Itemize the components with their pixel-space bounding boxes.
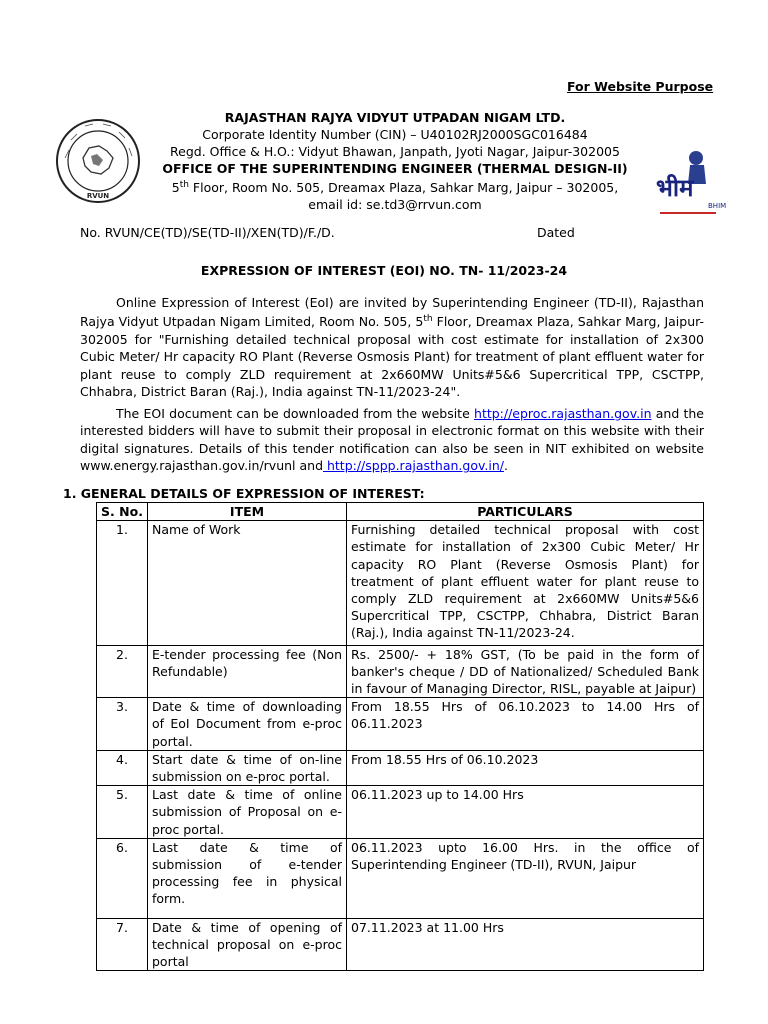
row-particulars: From 18.55 Hrs of 06.10.2023 to 14.00 Hrs of 06.11.2023 [347, 698, 704, 751]
row-sno: 5. [97, 786, 148, 839]
row-sno: 6. [97, 838, 148, 918]
seal-text: RVUN [86, 192, 110, 200]
table-row [97, 521, 704, 645]
table-row [97, 698, 704, 751]
reference-number: No. RVUN/CE(TD)/SE(TD-II)/XEN(TD)/F./D. [80, 225, 335, 240]
header-particulars: PARTICULARS [347, 503, 704, 521]
row-particulars: 06.11.2023 upto 16.00 Hrs. in the office of Superintending Engineer (TD-II), RVUN, Jaipur [347, 838, 704, 918]
row-sno: 3. [97, 698, 148, 751]
row-sno: 2. [97, 645, 148, 698]
reference-line [80, 225, 705, 240]
general-details-table [96, 502, 704, 971]
bhim-hindi-text: भीम [656, 174, 694, 202]
row-particulars: 06.11.2023 up to 14.00 Hrs [347, 786, 704, 839]
row-particulars: From 18.55 Hrs of 06.10.2023 [347, 750, 704, 785]
floor-line: 5th Floor, Room No. 505, Dreamax Plaza, Sahkar Marg, Jaipur – 302005, [171, 180, 619, 196]
table-row [97, 918, 704, 971]
header-sno: S. No. [97, 503, 148, 521]
eproc-link[interactable]: http://eproc.rajasthan.gov.in [474, 406, 652, 421]
row-sno: 1. [97, 521, 148, 645]
eoi-title: EXPRESSION OF INTEREST (EOI) NO. TN- 11/2023-24 [200, 263, 568, 278]
table-row [97, 838, 704, 918]
office-line: OFFICE OF THE SUPERINTENDING ENGINEER (THERMAL DESIGN-II) [162, 161, 628, 176]
table-row [97, 786, 704, 839]
row-item: Name of Work [148, 521, 347, 645]
rvun-seal-logo [55, 118, 141, 204]
letterhead [150, 109, 640, 213]
eoi-paragraph-1: Online Expression of Interest (EoI) are invited by Superintending Engineer (TD-II), Rajasthan Rajya Vidyut Utpadan Nigam Limited, Room No. 505, 5th Floor, Dreamax Plaza, Sahkar Marg, Jaipur-302005 for "Furnishing detailed technical proposal with cost estimate for installation of 2x300 Cubic Meter/ Hr capacity RO Plant (Reverse Osmosis Plant) for treatment of plant effluent water for plant reuse to comply ZLD requirement at 2x660MW Units#5&6 Supercritical TPP, CSCTPP, Chhabra, District Baran (Raj.), India against TN-11/2023-24". [80, 295, 704, 400]
table-header-row [97, 503, 704, 521]
website-purpose-note: For Website Purpose [567, 79, 714, 94]
eoi-paragraph-2: The EOI document can be downloaded from the website http://eproc.rajasthan.gov.in and the interested bidders will have to submit their proposal in electronic format on this website with their digital signatures. Details of this tender notification can also be seen in NIT exhibited on website www.energy.rajasthan.gov.in/rvunl and http://sppp.rajasthan.gov.in/. [80, 406, 704, 474]
row-item: Date & time of opening of technical proposal on e-proc portal [148, 918, 347, 971]
row-particulars: Rs. 2500/- + 18% GST, (To be paid in the form of banker's cheque / DD of Nationalized/ Scheduled Bank in favour of Managing Director, RISL, payable at Jaipur) [347, 645, 704, 698]
email-line: email id: se.td3@rrvun.com [308, 197, 482, 213]
row-particulars: 07.11.2023 at 11.00 Hrs [347, 918, 704, 971]
bhim-sub-text: BHIM [708, 202, 727, 210]
cin-line: Corporate Identity Number (CIN) – U40102RJ2000SGC016484 [202, 127, 588, 142]
table-row [97, 645, 704, 698]
row-item: Start date & time of on-line submission on e-proc portal. [148, 750, 347, 785]
org-name: RAJASTHAN RAJYA VIDYUT UTPADAN NIGAM LTD. [224, 110, 566, 125]
row-item: E-tender processing fee (Non Refundable) [148, 645, 347, 698]
section-title: 1. GENERAL DETAILS OF EXPRESSION OF INTEREST: [63, 486, 425, 501]
table-row [97, 750, 704, 785]
row-item: Date & time of downloading of EoI Document from e-proc portal. [148, 698, 347, 751]
sppp-link[interactable]: http://sppp.rajasthan.gov.in/ [323, 458, 504, 474]
bhim-logo [652, 148, 727, 220]
row-sno: 4. [97, 750, 148, 785]
header-item: ITEM [148, 503, 347, 521]
dated-label: Dated [537, 225, 575, 240]
row-particulars: Furnishing detailed technical proposal with cost estimate for installation of 2x300 Cubic Meter/ Hr capacity RO Plant (Reverse Osmosis Plant) for treatment of plant effluent water for plant reuse to comply ZLD requirement at 2x660MW Units#5&6 Supercritical TPP, CSCTPP, Chhabra, District Baran (Raj.), India against TN-11/2023-24. [347, 521, 704, 645]
row-item: Last date & time of submission of e-tender processing fee in physical form. [148, 838, 347, 918]
regd-office-line: Regd. Office & H.O.: Vidyut Bhawan, Janpath, Jyoti Nagar, Jaipur-302005 [170, 144, 620, 159]
row-sno: 7. [97, 918, 148, 971]
row-item: Last date & time of online submission of Proposal on e-proc portal. [148, 786, 347, 839]
